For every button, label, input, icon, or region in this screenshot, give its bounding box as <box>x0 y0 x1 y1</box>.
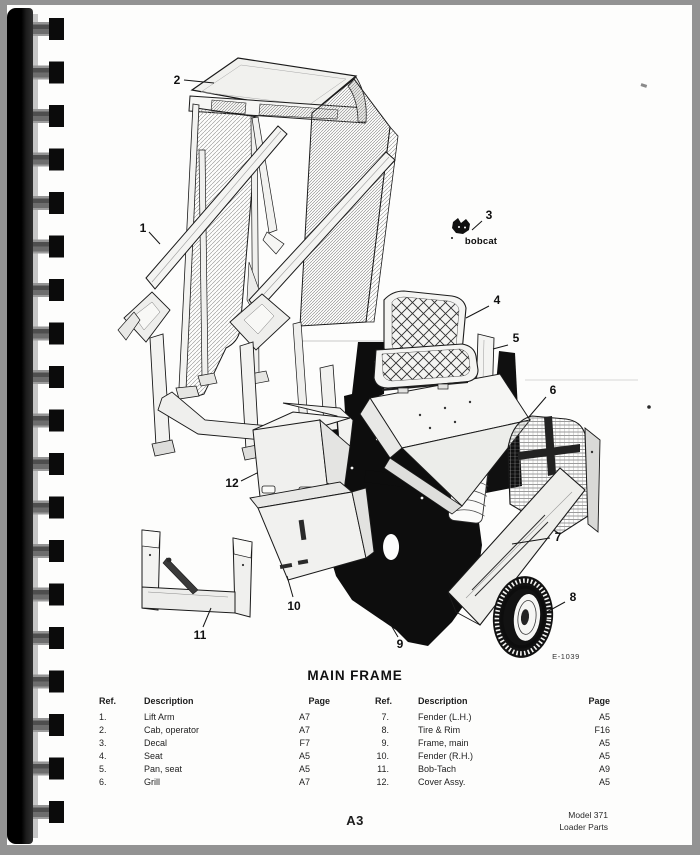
left-description-column <box>144 711 254 790</box>
callout-4: 4 <box>493 293 501 307</box>
part-decal-bobcat-logo <box>451 218 498 247</box>
left-page-column <box>247 711 310 790</box>
table-cell: 9. <box>381 738 389 749</box>
table-cell: A5 <box>598 751 610 762</box>
table-cell: 2. <box>99 725 107 736</box>
table-cell: A9 <box>598 764 610 775</box>
table-cell: F7 <box>299 738 310 749</box>
part-seat <box>374 291 478 393</box>
table-cell: Seat <box>144 751 163 762</box>
table-cell: 7. <box>381 712 389 722</box>
model-line-1: Model 371 <box>568 810 608 820</box>
model-reference <box>467 810 608 833</box>
table-cell: Fender (L.H.) <box>418 712 472 722</box>
table-cell: A5 <box>598 712 610 722</box>
right-page-column <box>547 711 610 790</box>
left-ref-column <box>99 711 129 790</box>
callout-12: 12 <box>225 476 239 490</box>
table-cell: A5 <box>598 738 610 749</box>
table-cell: 5. <box>99 764 107 775</box>
model-line-2: Loader Parts <box>559 821 608 832</box>
callout-5: 5 <box>512 331 520 345</box>
binding-comb <box>0 0 70 855</box>
table-cell: Tire & Rim <box>418 725 461 736</box>
table-cell: A5 <box>298 764 310 775</box>
table-cell: 6. <box>99 777 107 788</box>
page-paper <box>7 5 692 845</box>
table-cell: Frame, main <box>418 738 469 749</box>
header-page-right: Page <box>588 696 610 706</box>
table-cell: A5 <box>298 751 310 762</box>
right-description-column <box>418 711 538 790</box>
table-cell: 8. <box>381 725 389 736</box>
table-cell: Bob-Tach <box>418 764 457 775</box>
table-cell: 3. <box>99 738 107 749</box>
right-ref-column <box>357 711 389 790</box>
part-bob-tach <box>142 530 252 617</box>
header-ref-left: Ref. <box>99 696 117 706</box>
callout-7: 7 <box>554 530 562 544</box>
callout-2: 2 <box>173 73 181 87</box>
binding-spine <box>7 8 33 844</box>
table-cell: Cab, operator <box>144 725 200 736</box>
callout-9: 9 <box>396 637 404 651</box>
callout-11: 11 <box>193 628 207 642</box>
table-cell: 4. <box>99 751 107 762</box>
header-page-left: Page <box>308 696 330 706</box>
table-cell: A7 <box>298 777 310 788</box>
figure-code: E-1039 <box>552 652 580 661</box>
table-cell: 10. <box>376 751 389 762</box>
table-cell: 11. <box>377 764 389 775</box>
callout-6: 6 <box>549 383 557 397</box>
header-description-left: Description <box>144 696 194 706</box>
callout-3: 3 <box>485 208 493 222</box>
table-cell: Grill <box>144 777 160 788</box>
table-cell: 1. <box>99 712 107 722</box>
header-description-right: Description <box>418 696 468 706</box>
table-cell: Pan, seat <box>144 764 183 775</box>
callout-8: 8 <box>569 590 577 604</box>
table-cell: A7 <box>298 725 310 736</box>
page-number: A3 <box>346 813 364 828</box>
callout-10: 10 <box>287 599 301 613</box>
table-cell: Fender (R.H.) <box>418 751 474 762</box>
table-cell: Cover Assy. <box>418 777 466 788</box>
binding-teeth-tips <box>49 8 64 844</box>
table-cell: F16 <box>594 725 610 736</box>
table-cell: Lift Arm <box>144 712 175 722</box>
table-cell: 12. <box>376 777 389 788</box>
callout-1: 1 <box>139 221 147 235</box>
bobcat-logo-text: bobcat <box>464 236 498 247</box>
figure-title: MAIN FRAME <box>307 668 403 683</box>
table-cell: Decal <box>144 738 168 749</box>
header-ref-right: Ref. <box>375 696 393 706</box>
table-cell: A5 <box>598 777 610 788</box>
table-cell: A7 <box>298 712 310 722</box>
